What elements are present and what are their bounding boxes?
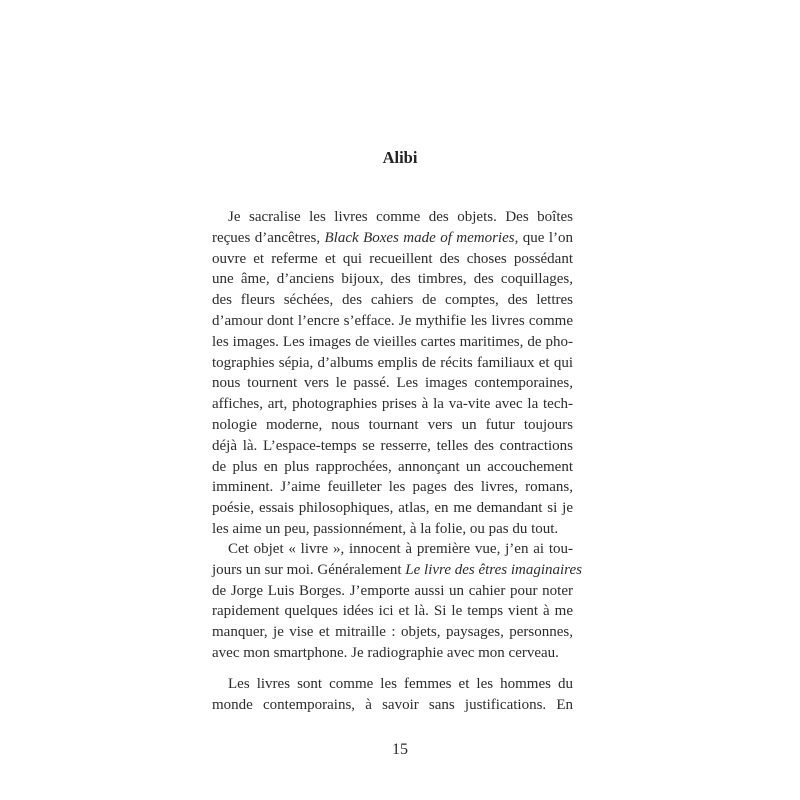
italic-title: Le livre des êtres imaginaires <box>405 561 582 578</box>
text-line: des fleurs séchées, des cahiers de comptes, des lettres <box>212 292 573 309</box>
text-line: monde contemporains, à savoir sans justifications. En <box>212 696 573 713</box>
text-line: reçues d’ancêtres, Black Boxes made of memories, que l’on <box>212 229 573 246</box>
text-line: les images. Les images de vieilles cartes maritimes, de pho- <box>212 333 573 350</box>
text-line: nologie moderne, nous tournant vers un futur toujours <box>212 416 573 433</box>
italic-title: Black Boxes made of memories <box>324 229 515 246</box>
page-number: 15 <box>392 741 408 758</box>
text-line: affiches, art, photographies prises à la va-vite avec la tech- <box>212 396 573 413</box>
paragraph-2 <box>212 539 582 664</box>
text-line: Je sacralise les livres comme des objets. Des boîtes <box>228 209 573 225</box>
text-line: déjà là. L’espace-temps se resserre, telles des contractions <box>212 437 573 454</box>
text-line: manquer, je vise et mitraille : objets, paysages, personnes, <box>212 624 573 641</box>
text-line: les aime un peu, passionnément, à la folie, ou pas du tout. <box>212 520 559 537</box>
chapter-title: Alibi <box>382 148 418 167</box>
text-line: d’amour dont l’encre s’efface. Je mythifie les livres comme <box>212 312 573 329</box>
text-line: une âme, d’anciens bijoux, des timbres, des coquillages, <box>212 271 573 288</box>
text-line: Les livres sont comme les femmes et les hommes du <box>228 676 573 692</box>
text-line: poésie, essais philosophiques, atlas, en me demandant si je <box>212 500 573 517</box>
text-line: rapidement quelques idées ici et là. Si le temps vient à me <box>212 603 573 620</box>
text-line: tographies sépia, d’albums emplis de récits familiaux et qui <box>212 354 573 371</box>
text-line: Cet objet « livre », innocent à première vue, j’en ai tou- <box>228 541 573 557</box>
text-line: de Jorge Luis Borges. J’emporte aussi un cahier pour noter <box>212 582 573 599</box>
text-line: jours un sur moi. Généralement Le livre des êtres imaginaires <box>212 561 582 578</box>
text-line: imminent. J’aime feuilleter les pages des livres, romans, <box>212 479 573 496</box>
text-line: nous tournent vers le passé. Les images contemporaines, <box>212 375 573 392</box>
text-line: ouvre et referme et qui recueillent des choses possédant <box>212 250 573 267</box>
paragraph-1 <box>212 207 573 540</box>
text-line: de plus en plus rapprochées, annonçant un accouchement <box>212 458 573 475</box>
paragraph-3 <box>212 674 573 716</box>
text-line: avec mon smartphone. Je radiographie avec mon cerveau. <box>212 644 559 661</box>
